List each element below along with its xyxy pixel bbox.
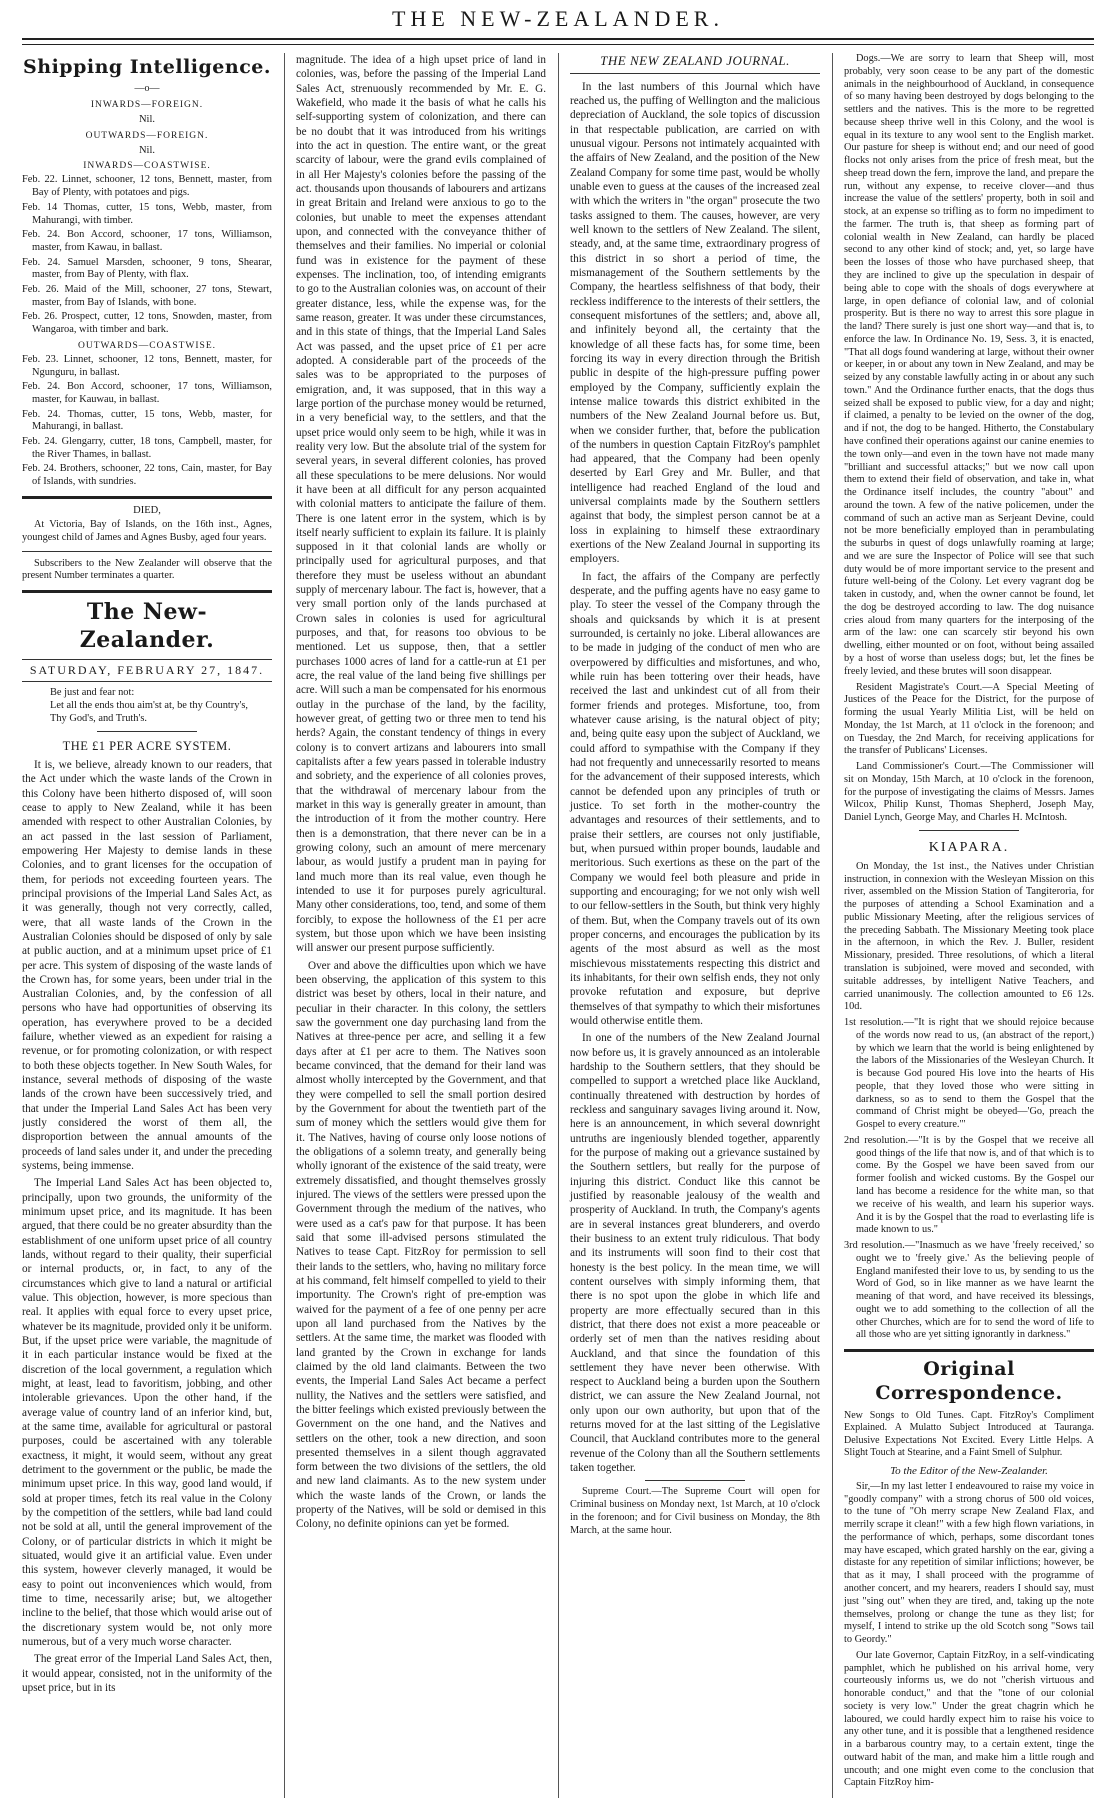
inwards-foreign-head: INWARDS—FOREIGN. [90, 100, 204, 111]
divider [645, 1480, 745, 1481]
divider [22, 590, 272, 593]
resident-magistrate-notice: Resident Magistrate's Court.—A Special Meeting of Justices of the Peace for the District, for the purpose of forming the usual Yearly Militia List, will be held on Monday, the 1st March, at 11 o'clock in the forenoon; and on Tuesday, the 2nd March, for receiving applications for the transfer of Publicans' Licenses. [844, 681, 1094, 757]
original-correspondence-title: Original Correspondence. [875, 1358, 1063, 1405]
ship-entry: Feb. 24. Bon Accord, schooner, 17 tons, Williamson, master, for Kauwau, in ballast. [22, 381, 272, 405]
ship-entry: Feb. 22. Linnet, schooner, 12 tons, Bennett, master, from Bay of Plenty, with potatoes and pigs. [22, 174, 272, 199]
kiapara-title: KIAPARA. [928, 839, 1010, 855]
motto: Be just and fear not: Let all the ends thou aim'st at, be thy Country's, Thy God's, and Truth's. [50, 686, 248, 724]
newspaper-page [22, 6, 1094, 1801]
divider [844, 1349, 1094, 1352]
article-paragraph: The great error of the Imperial Land Sales Act, then, it would appear, consisted, not in the uniformity of the upset price, but in its [22, 1653, 272, 1694]
outwards-coastwise-head: OUTWARDS—COASTWISE. [77, 340, 216, 351]
resolution: 3rd resolution.—"Inasmuch as we have 'freely received,' so ought we to 'freely give.' As the believing people of England manifested their love to us, by sending to us the Word of God, so in like manner as we have learnt the meaning of that word, and have received its blessings, ought we to add something to the collection of all the other Churches, which are for to send the word of life to all those who are yet sitting ignorantly in darkness." [844, 1240, 1094, 1341]
journal-title: THE NEW ZEALAND JOURNAL. [570, 53, 820, 74]
kiapara-paragraph: On Monday, the 1st inst., the Natives under Christian instruction, in connexion with the Wesleyan Mission on this river, assembled on the Mission Station of Tangiteroria, for the purposes of attending a School Examination and a public Missionary Meeting, after the religious services of the preceding Sabbath. The Missionary Meeting took place in the afternoon, in which the Rev. J. Buller, resident Missionary, presided. Three resolutions, of which a literal translation is subjoined, were moved and seconded, with suitable addresses, by intelligent Native Teachers, and carried unanimously. The collection amounted to £6 12s. 10d. [844, 860, 1094, 1013]
article-paragraph: In fact, the affairs of the Company are perfectly desperate, and the puffing agents have no easy game to play. To steer the vessel of the Company through the shoals and quicksands by which it is at present surrounded, is certainly no joke. Liberal allowances are to be made in judging of the conduct of men who are overpowered by difficulties and misfortunes, and who, while ruin has been tottering over their heads, have received the last and unkindest cut of all from their former friends and proteges. Misfortune, too, from whatever cause arising, is the natural object of pity; and, being quite easy upon the subject of Auckland, we could afford to sympathise with the Company if they had not frequently and unnecessarily resorted to means for the advancement of their supposed interests, which cannot be defended upon any principles of truth or justice. To set forth in the mother-country the advantages and resources of their settlements, and to praise their settlers, are courses not only justifiable, but, when pursued within proper bounds, laudable and meritorious. Such exertions as these on the part of the Company we would feel both pleasure and pride in supporting and encouraging; for we not only wish well to our fellow-settlers in the South, but think very highly of them. But, when the Company travels out of its own proper concerns, and encourages the publication by its agents of the most absurd as well as the most mischievous misstatements respecting this district and its inhabitants, for their own selfish ends, they not only provoke refutation and exposure, but deprive themselves of that sympathy to which their misfortunes would otherwise entitle them. [570, 570, 820, 1027]
article-paragraph: In one of the numbers of the New Zealand Journal now before us, it is gravely announced as an intolerable hardship to the Southern settlers, that they should be compelled to support a wretched place like Auckland, continually threatened with destruction by hordes of reckless and sanguinary savages living around it. Now, here is an announcement, in which several downright untruths are ingeniously blended together, apparently for the purpose of making out a grievance sustained by the Southern settlers, but really for the purpose of injuring this district. Conduct like this cannot be justified by reasonable jealousy of the wealth and prosperity of Auckland. In truth, the Company's agents are in several instances great blunderers, and overdo their business to an extent truly ridiculous. That body and its instruments will soon find to their cost that honesty is the best policy. In the mean time, we will content ourselves with simply informing them, that there is no spot upon the globe in which life and property are more effectually secured than in this district, that there does not exist a more peaceable or orderly set of men than the natives residing about Auckland, and that since the foundation of this settlement they have never been otherwise. With respect to Auckland being a burden upon the Southern district, we can assure the New Zealand Journal, not only upon our own authority, but upon that of the returns moved for at the last sitting of the Legislative Council, that Auckland contributes more to the general revenue of the Colony than all the Southern settlements taken together. [570, 1032, 820, 1475]
supreme-court-notice: Supreme Court.—The Supreme Court will open for Criminal business on Monday next, 1st March, at 10 o'clock in the forenoon; and for Civil business on Monday, the 8th March, at the same hour. [570, 1486, 820, 1536]
to-editor-line: To the Editor of the New-Zealander. [890, 1464, 1048, 1477]
divider [22, 496, 272, 499]
letter-paragraph: Our late Governor, Captain FitzRoy, in a self-vindicating pamphlet, which he published on his arrival home, very courteously informs us, we do not "cherish virtuous and honorable conduct," and that the "tone of our colonial society is very low." Under the great chagrin which he laboured, we could hardly expect him to raise his voice to any other tune, and it is possible that a lengthened residence in a barbarous country may, to a certain extent, tinge the outward habit of the man, and make him a little rough and uncouth; and one might even come to the conclusion that Captain FitzRoy him- [844, 1649, 1094, 1789]
ship-entry: Feb. 24. Bon Accord, schooner, 17 tons, Williamson, master, from Kawau, in ballast. [22, 229, 272, 253]
masthead-rule [22, 44, 1094, 45]
dateline: SATURDAY, FEBRUARY 27, 1847. [22, 659, 272, 682]
paper-title: The New-Zealander. [79, 599, 215, 654]
article-paragraph: magnitude. The idea of a high upset price of land in colonies, was, before the passing of the Imperial Land Sales Act, strenuously recommended by Mr. E. G. Wakefield, who made it the basis of what he calls his self-supporting system of colonization, and there can be no doubt that it was introduced from his writings into the act in question. The entire want, or the great scarcity of labour, were the grand evils complained of in all Her Majesty's colonies before the passing of the act. thousands upon thousands of labourers and artizans in great Britain and Ireland were anxious to go to the colonies, but unable to meet the expenses attendant upon, and connected with the conveyance thither of themselves and their families. No imperial or colonial fund was in existence for the payment of these expenses. The inclination, too, of intending emigrants to go to the Australian colonies was, on account of their greater distance, less, while the expense was, for the same reason, greater. It was under these circumstances, and in this state of things, that the Imperial Land Sales Act was passed, and the upset price of £1 per acre adopted. A considerable part of the proceeds of the sales was to be appropriated to the purposes of emigration, and, it was supposed, that in this way a large portion of the purchase money would be returned, in a very beneficial way, to the settlers, and that the upset price would only seem to be high, while it was in reality very low. But the absolute trial of the system for several years, in several different colonies, has proved all these speculations to be mere delusions. Nor would it have been at all difficult for any person acquainted with colonial matters to anticipate the failure of them. There is one latent error in the system, which is by itself nearly sufficient to explain its failure. It is plainly supposed in it that colonial lands are wholly or principally used for agricultural purposes, and that therefore they must be useless without an abundant supply of mercenary labour. The fact is, however, that a very small portion only of the lands purchased at Crown sales in colonies is used for agricultural purposes, and that, for reasons too obvious to be mentioned. Let us suppose, then, that a settler purchases 1000 acres of land for a cattle-run at £1 per acre, the real value of the land being five shillings per acre. Will such a man be compensated for his enormous outlay in the purchase of the land, by the facility, however great, of getting two or three men to tend his herds? Again, the constant tendency of things in every colony is to convert artizans and labourers into small capitalists after a few years passed in tolerable industry and sobriety, and the experience of all colonies proves, that the withdrawal of mercenary labour from the market in this way is generally greater in amount, than the introduction of it from the mother country. Here then is a demonstration, that there never can be in a growing colony, such an amount of mere mercenary labour, as would justify a prudent man in paying for land much more than its real value, even though he intended to use it for purposes purely agricultural. Many other considerations, too, tend, and some of them forcibly, to expose the hollowness of the £1 per acre system, but those upon which we have been insisting will answer our present purpose sufficiently. [296, 54, 546, 955]
ship-entry: Feb. 24. Thomas, cutter, 15 tons, Webb, master, for Mahurangi, in ballast. [22, 408, 272, 433]
inwards-coastwise-head: INWARDS—COASTWISE. [83, 161, 211, 172]
died-head: DIED, [133, 504, 161, 516]
shipping-title: Shipping Intelligence. [23, 56, 271, 78]
ship-entry: Feb. 26. Prospect, cutter, 12 tons, Snowden, master, from Wangaroa, with timber and bark. [22, 311, 272, 336]
article-paragraph: Over and above the difficulties upon which we have been observing, the application of this system to this district was beset by others, local in their nature, and peculiar in their character. In this colony, the settlers saw the government one day purchasing land from the Natives at three-pence per acre, and selling it a few days after at £1 per acre to them. The Natives soon became convinced, that the demand for their land was almost wholly intercepted by the Government, and that they were compelled to sell the small portion desired by the Government for about the twentieth part of the sum of money which the settlers would give them for it. The Natives, having of course only loose notions of the obligations of a solemn treaty, and generally being wholly ignorant of the existence of the said treaty, were extremely dissatisfied, and thought themselves grossly injured. The views of the settlers were pressed upon the Government through the medium of the natives, who were used as a cat's paw for that purpose. It has been said that some ill-advised persons stimulated the Natives to tease Capt. FitzRoy for permission to sell their lands to the settlers, who, having no military force at his command, felt himself compelled to yield to their importunity. The Crown's right of pre-emption was waived for the payment of a fee of one penny per acre upon all land purchased from the Natives by the settlers. At the same time, the market was flooded with land granted by the Crown in exchange for lands claimed by the old land claimants. Between the two events, the Imperial Land Sales Act became a perfect nullity, the Natives and the settlers were satisfied, and the bitter feelings which existed previously between the Government on the one hand, and the Natives and settlers on the other, took a new direction, and soon presented themselves in a silent though aggravated form between the two divisions of the settlers, the old and new land claimants. As to the new system under which the waste lands of the Crown, or lands the property of the Natives, will be sold or demised in this Colony, no definite opinions can yet be formed. [296, 959, 546, 1531]
column-4 [832, 53, 1094, 1798]
divider [97, 731, 197, 732]
nil-inwards: Nil. [138, 114, 156, 126]
column-1 [22, 53, 272, 1798]
ship-entry: Feb. 24. Samuel Marsden, schooner, 9 tons, Shearar, master, from Bay of Plenty, with flax. [22, 256, 272, 281]
resolution: 2nd resolution.—"It is by the Gospel that we receive all good things of the life that now is, and of that which is to come. By the Gospel we have been saved from our former foolish and wicked customs. By the Gospel our land has become a residence for the white man, so that we receive of his wealth, and learn his superior ways. And it is by the Gospel that the road to everlasting life is made known to us." [844, 1134, 1094, 1236]
columns [22, 53, 1094, 1798]
masthead: THE NEW-ZEALANDER. [22, 6, 1094, 40]
article-title: THE £1 PER ACRE SYSTEM. [62, 738, 232, 753]
letter-paragraph: Sir,—In my last letter I endeavoured to raise my voice in "goodly company" with a strong chorus of 500 old voices, to the tune of "Oh merry scrape New Zealand Flax, and merrily scrape it clean!" with a few high flown variations, in the performance of which, perhaps, some discordant tones may have escaped, which grated harshly on the ear, giving a distaste for any repetition of similar inflictions; however, be that as it may, I shall proceed with the programme of another concert, and my hearers, readers I should say, must just "sing out" when they are tired, and, taking up the note themselves, prolong or change the tune as they list; for myself, I intend to strike up the old Scotch song "Sows tail to Geordy." [844, 1480, 1094, 1646]
subscribers-notice: Subscribers to the New Zealander will observe that the present Number terminates a quarter. [22, 557, 272, 582]
ship-entry: Feb. 14 Thomas, cutter, 15 tons, Webb, master, from Mahurangi, with timber. [22, 201, 272, 226]
divider [22, 551, 272, 552]
ship-entry: Feb. 26. Maid of the Mill, schooner, 27 tons, Stewart, master, from Bay of Islands, with bone. [22, 283, 272, 308]
column-3 [558, 53, 820, 1798]
article-paragraph: In the last numbers of this Journal which have reached us, the puffing of Wellington and the malicious depreciation of Auckland, the sole topics of discussion in that respectable publication, are carried on with unusual vigour. Persons not intimately acquainted with the affairs of New Zealand, and the position of the New Zealand Company for some time past, would be wholly unable even to guess at the causes of the increased zeal with which the writers in "the organ" prosecute the two tasks assigned to them. The causes, however, are very well known to the settlers of New Zealand. The silent, steady, and, at the same time, extraordinary progress of this district in so short a period of time, the mismanagement of the Southern settlements by the Company, the heartless selfishness of that body, their reckless indifference to the interests of their settlers, the consequent misfortunes of the settlers; and, above all, and infinitely beyond all, the certainty that the knowledge of all these facts has, for some time, been forcing its way in every direction through the British public in despite of the high-pressure puffing power employed by the Company, sufficiently explain the intense malice towards this district exhibited in the numbers of the New Zealand Journal before us. But, when we consider further, that, before the publication of the numbers in question Captain FitzRoy's pamphlet had appeared, that the Company had been openly deserted by Earl Grey and Mr. Buller, and that intelligence had reached England of the loud and universal complaints made by the Southern settlers against that body, the simplest person cannot be at a loss in explaining to himself these extraordinary exertions of the New Zealand Journal in supporting its employers. [570, 80, 820, 566]
dogs-notice: Dogs.—We are sorry to learn that Sheep will, most probably, very soon cease to be any part of the domestic animals in the neighbourhood of Auckland, in consequence of so many having been destroyed by dogs belonging to the settlers and the natives. This is the more to be regretted because sheep thrive well in this Colony, and the wool is equal in its texture to any wool sent to the English market. Our pasture for sheep is without end; and our need of good flocks not only arises from the price of fresh meat, but the sheep tread down the fern, improve the land, and prepare the run, without any expense, to receive clover—and thus increase the value of the settlers' property, both in soil and stock, at an expense so trifling as to form no impediment to the farmer. The truth is, that sheep as forming part of colonial wealth in New Zealand, can hardly be placed second to any other kind of stock; and, yet, so large have been the losses of those who have purchased sheep, that they are inclined to give up the speculation in despair of being able to cope with the shoals of dogs everywhere at large, in open defiance of colonial law, and of colonial prosperity. But is there no way to arrest this sore plague in the land? There surely is just one short way—and that is, to enforce the law. In Ordinance No. 19, Sess. 3, it is enacted, "That all dogs found wandering at large, without their owner or keeper, in or about any town in New Zealand, and may be seized by any constable lawfully acting in or about any such town." And the Ordinance further enacts, that the dogs thus seized shall be exposed to public view, for a day and night; if claimed, a penalty to be levied on the owner of the dog, and if not, the dog to be hanged. Hitherto, the Constabulary have confined their operations against our canine enemies to the town only—and even in the town have not made many "brilliant and successful attacks;" but we now call upon them to extend their field of observation, and take in, what the Ordinance itself includes, the country "about" and around the town. A few of the native policemen, under the command of such an active man as Serjeant Devine, could not be more beneficially employed than in perambulating the suburbs in quest of dogs unlawfully roaming at large; and we are sure the Inspector of Police will see that such duty would be of more important service to the present and future well-being of the Colony. Let every vagrant dog be taken in custody, and, when the owner cannot be found, let the dog be destroyed according to law. The dog nuisance cries aloud from many quarters for the interposing of the arm of the law: one can scarcely stir beyond his own dwelling, either mounted or on foot, without being assailed by a host of worse than useless dogs; but, let the fines be freely levied, and these brutes will soon disappear. [844, 53, 1094, 677]
article-paragraph: It is, we believe, already known to our readers, that the Act under which the waste lands of the Crown in this Colony have been hitherto disposed of, will soon cease to apply to New Zealand, while it has been amended with respect to other Australian Colonies, by an act passed in the last session of Parliament, empowering Her Majesty to demise lands in these Colonies, and to grant licenses for the occupation of them, for periods not exceeding fourteen years. The principal provisions of the Imperial Land Sales Act, as it was generally, though not very correctly, called, were, that all waste lands of the Crown in the Australian Colonies should be disposed of only by sale at public auction, and at a minimum upset price of £1 per acre. This system of disposing of the waste lands of the Crown has, for some years, been under trial in the Australian Colonies, and, by the confession of all persons who have had opportunities of observing its operation, has everywhere proved to be a decided failure, whether viewed as an expedient for raising a revenue, or for promoting colonization, or with respect to both these objects together. In New South Wales, for instance, several methods of disposing of the waste lands of the crown have been successively tried, and that under the Imperial Land Sales Act has been very justly considered the worst of them all, the disproportion between the annual amounts of the proceeds of land sales under it, and under the preceding systems, being immense. [22, 758, 272, 1173]
nil-outwards: Nil. [138, 144, 156, 156]
resolution: 1st resolution.—"It is right that we should rejoice because of the words now read to us, (an abstract of the report,) by which we learn that the world is being enlightened by the labors of the Missionaries of the Wesleyan Church. It is because God poured His love into the hearts of His people, that they loved those who were sitting in darkness, so as to send to them the Gospel that the command of Christ might be obeyed—'Go, preach the Gospel to every creature.'" [844, 1017, 1094, 1131]
ship-entry: Feb. 24. Brothers, schooner, 22 tons, Cain, master, for Bay of Islands, with sundries. [22, 463, 272, 488]
outwards-foreign-head: OUTWARDS—FOREIGN. [85, 130, 209, 141]
ornament-dash: —o— [134, 83, 160, 95]
correspondence-summary: New Songs to Old Tunes. Capt. FitzRoy's Compliment Explained. A Mulatto Subject Introduced at Tauranga. Delusive Expectations Not Excited. Every Little Helps. A Slight Touch at Stearine, and a Faint Smell of Sulphur. [844, 1409, 1094, 1459]
divider [919, 830, 1019, 831]
column-2 [284, 53, 546, 1798]
ship-entry: Feb. 24. Glengarry, cutter, 18 tons, Campbell, master, for the River Thames, in ballast. [22, 435, 272, 460]
article-paragraph: The Imperial Land Sales Act has been objected to, principally, upon two grounds, the uniformity of the minimum upset price, and its magnitude. It has been argued, that there could be no greater absurdity than the establishment of one uniform upset price of all country lands, without regard to their quality, their superficial or internal products, or, in fact, to any of the circumstances which give to land a natural or artificial value. This objection, however, is more specious than real. It applies with equal force to every upset price, whatever be its magnitude, provided only it be uniform. But, if the upset price were variable, the magnitude of it in each particular instance would be fixed at the discretion of the local government, a regulation which might, at least, lead to favoritism, jobbing, and other intolerable grievances. Upon the other hand, if the average value of country land of an inferior kind, but, at the same time, available for agricultural or pastoral purposes, could be ascertained with any tolerable exactness, it might, it would seem, without any great detriment to the government or the public, be made the minimum upset price. In this way, good land would, if sold at proper times, fetch its real value in the Colony by the competition of the settlers, while bad land could not be sold at all, until the general improvement of the Colony, or of particular districts in which it might be situated, would give it an artificial value. Even under this system, however cleverly managed, it would be easy to point out inconveniences which would, from time to time, necessarily arise; but, we altogether incline to the belief, that those which would arise out of the discretionary system would be, not only more numerous, but of a very much worse character. [22, 1177, 272, 1648]
ship-entry: Feb. 23. Linnet, schooner, 12 tons, Bennett, master, for Ngunguru, in ballast. [22, 353, 272, 378]
land-commissioner-notice: Land Commissioner's Court.—The Commissioner will sit on Monday, 15th March, at 10 o'clock in the forenoon, for the purpose of investigating the claims of Messrs. James Wilcox, Philip Kunst, Thomas Shepherd, Joseph May, Daniel Lynch, George May, and Charles H. McIntosh. [844, 761, 1094, 824]
died-notice: At Victoria, Bay of Islands, on the 16th inst., Agnes, youngest child of James and Agnes Busby, aged four years. [22, 519, 272, 543]
